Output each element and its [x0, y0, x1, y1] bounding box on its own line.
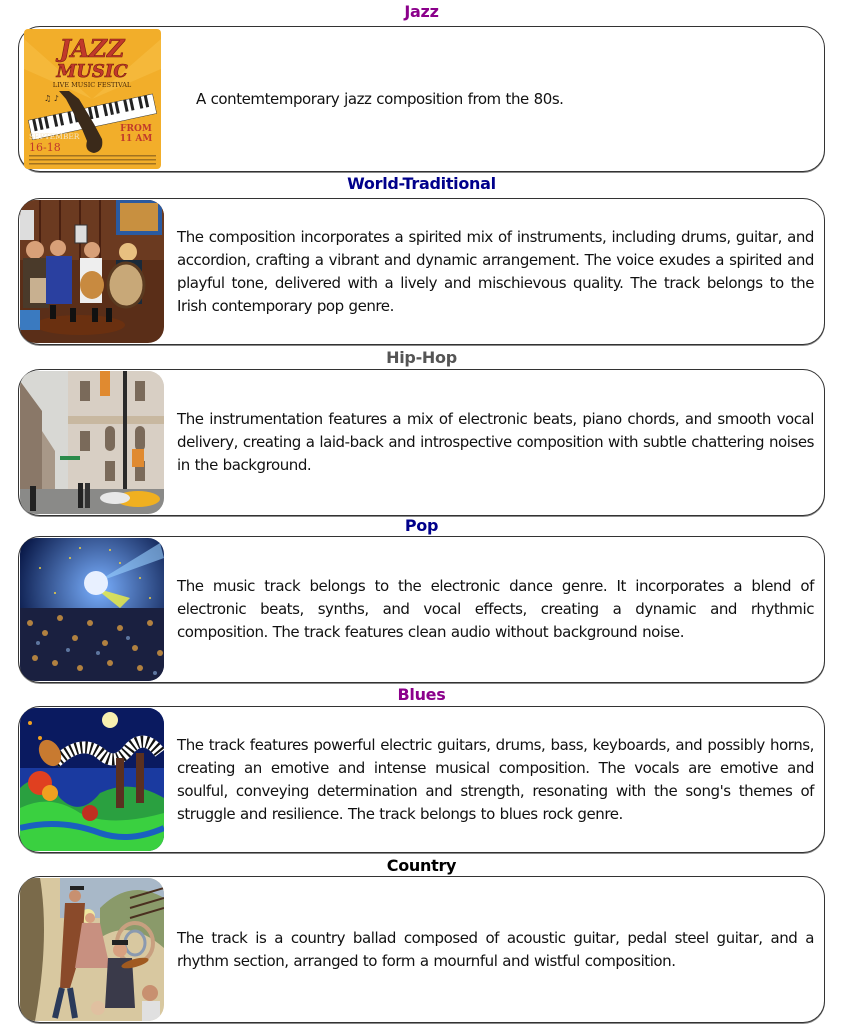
genre-card — [18, 706, 825, 853]
svg-text:LIVE MUSIC FESTIVAL: LIVE MUSIC FESTIVAL — [52, 81, 132, 89]
genre-description-container — [196, 27, 814, 171]
svg-text:16-18: 16-18 — [29, 141, 61, 154]
genre-description-container — [177, 707, 814, 852]
genre-description-container — [177, 199, 814, 344]
svg-text:FROM: FROM — [120, 124, 152, 134]
genre-title: Country — [386, 856, 457, 875]
genre-title: Blues — [397, 685, 446, 704]
genre-description-container — [177, 537, 814, 682]
genre-title: Hip-Hop — [386, 348, 457, 367]
genre-title: Pop — [404, 516, 439, 535]
genre-card — [18, 369, 825, 516]
genre-description-container — [177, 877, 814, 1022]
genre-card — [18, 26, 825, 172]
genre-description: The composition incorporates a spirited mix of instruments, including drums, guitar, and accordion, crafting a vibrant and dynamic arrangement. The voice exudes a spirited and playful tone, delivered with a lively and mischievous quality. The track belongs to the Irish contemporary pop genre. — [177, 227, 814, 315]
svg-text:11 AM: 11 AM — [119, 134, 153, 144]
city-street-image — [20, 371, 164, 514]
genre-description: The track features powerful electric guitars, drums, bass, keyboards, and possibly horns, creating an emotive and intense musical composition. The vocals are emotive and soulful, conveying determination and strength, resonating with the song's themes of struggle and resilience. The track belongs to blues rock genre. — [177, 735, 814, 823]
genre-description-container — [177, 370, 814, 515]
svg-text:SEPTEMBER: SEPTEMBER — [29, 132, 80, 141]
poster-title: JAZZ — [59, 34, 125, 63]
genre-description: The track is a country ballad composed of acoustic guitar, pedal steel guitar, and a rhythm section, arranged to form a mournful and wistful composition. — [177, 928, 814, 970]
genre-description: The instrumentation features a mix of electronic beats, piano chords, and smooth vocal delivery, creating a laid-back and introspective composition with subtle chattering noises in the background. — [177, 410, 814, 474]
genre-card — [18, 876, 825, 1023]
genre-card — [18, 536, 825, 683]
genre-title: Jazz — [404, 2, 439, 21]
genre-card — [18, 198, 825, 345]
irish-musicians-painting-image — [20, 200, 164, 343]
jazz-poster-image — [24, 29, 161, 169]
genre-description: The music track belongs to the electronic dance genre. It incorporates a blend of electronic beats, synths, and vocal effects, creating a dynamic and rhythmic composition. The track features clean audio without background noise. — [177, 577, 814, 641]
concert-crowd-image — [20, 538, 164, 681]
svg-text:MUSIC: MUSIC — [56, 61, 128, 82]
country-painting-image — [20, 878, 164, 1021]
blues-painting-image — [20, 708, 164, 851]
genre-title: World-Traditional — [347, 174, 496, 193]
genre-description: A contemtemporary jazz composition from the 80s. — [196, 89, 564, 108]
svg-text:♫ ♪: ♫ ♪ — [44, 94, 59, 103]
